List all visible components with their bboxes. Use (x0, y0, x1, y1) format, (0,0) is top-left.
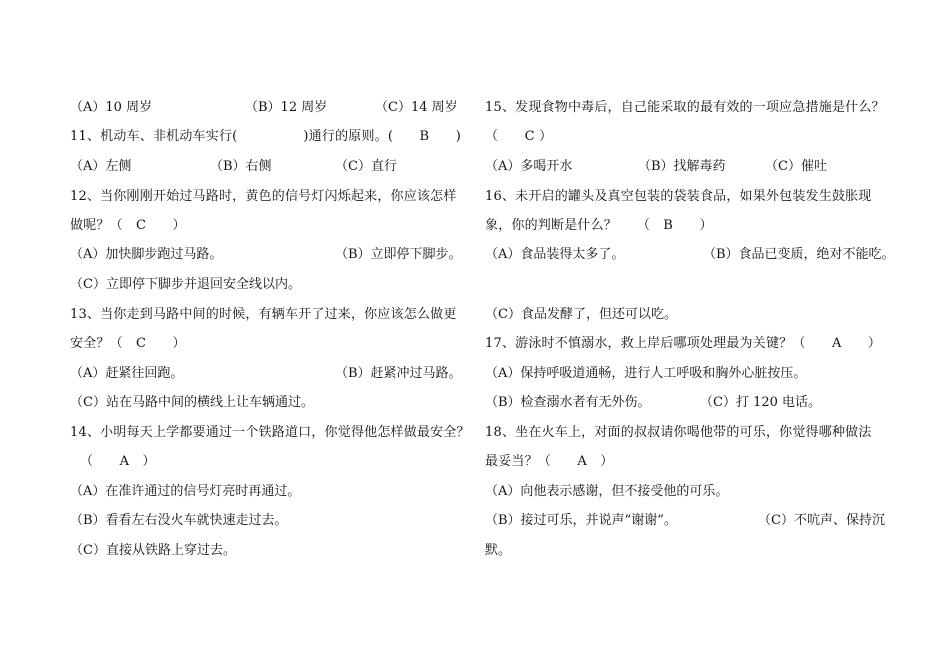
q18-stem-line1: 18、坐在火车上，对面的叔叔请你喝他带的可乐，你觉得哪种做法 (485, 425, 872, 440)
q14-stem-line1: 14、小明每天上学都要通过一个铁路道口，你觉得他怎样做最安全？ (70, 425, 470, 440)
q12-stem-line1: 12、当你刚刚开始过马路时，黄色的信号灯闪烁起来，你应该怎样 (70, 189, 457, 204)
q17-option-c: （C）打 120 电话。 (700, 395, 822, 410)
q17-option-a: （A）保持呼吸道通畅，进行人工呼吸和胸外心脏按压。 (485, 366, 807, 381)
q12-option-c: （C）立即停下脚步并退回安全线以内。 (70, 277, 301, 292)
q16-option-b: （B）食品已变质，绝对不能吃。 (703, 247, 895, 262)
q10-option-c: （C）14 周岁 (375, 100, 458, 115)
q15-stem-line1: 15、发现食物中毒后，自己能采取的最有效的一项应急措施是什么？ (485, 100, 885, 115)
q17-option-b: （B）检查溺水者有无外伤。 (485, 395, 651, 410)
q17-stem: 17、游泳时不慎溺水，救上岸后哪项处理最为关键？（ A ） (485, 336, 882, 351)
q14-option-c: （C）直接从铁路上穿过去。 (70, 543, 236, 558)
q12-stem-line2: 做呢？（ C ） (70, 218, 186, 233)
q16-option-c: （C）食品发酵了，但还可以吃。 (485, 307, 677, 322)
q11-option-c: （C）直行 (335, 159, 397, 174)
q15-option-b: （B）找解毒药 (638, 159, 726, 174)
q10-option-b: （B）12 周岁 (245, 100, 328, 115)
q16-option-a: （A）食品装得太多了。 (485, 247, 625, 262)
q14-option-a: （A）在准许通过的信号灯亮时再通过。 (70, 484, 301, 499)
q18-option-c: （C）不吭声、保持沉 (758, 513, 885, 528)
q10-option-a: （A）10 周岁 (70, 100, 153, 115)
q14-stem-line2: （ A ） (80, 454, 156, 469)
q15-option-a: （A）多喝开水 (485, 159, 573, 174)
q11-option-b: （B）右侧 (210, 159, 272, 174)
q12-option-b: （B）立即停下脚步。 (335, 247, 462, 262)
q15-option-c: （C）催吐 (765, 159, 827, 174)
q13-option-c: （C）站在马路中间的横线上让车辆通过。 (70, 395, 314, 410)
q13-option-b: （B）赶紧冲过马路。 (335, 366, 462, 381)
q18-option-a: （A）向他表示感谢，但不接受他的可乐。 (485, 484, 729, 499)
q14-option-b: （B）看看左右没火车就快速走过去。 (70, 513, 288, 528)
q18-option-b: （B）接过可乐，并说声“谢谢”。 (485, 513, 677, 528)
q18-option-c-continued: 默。 (485, 543, 512, 558)
q16-stem-line1: 16、未开启的罐头及真空包装的袋装食品，如果外包装发生鼓胀现 (485, 189, 872, 204)
q12-option-a: （A）加快脚步跑过马路。 (70, 247, 223, 262)
q15-stem-line2: （ C ） (485, 129, 553, 144)
q11-stem: 11、机动车、非机动车实行( )通行的原则。( B ) (70, 129, 461, 144)
q11-option-a: （A）左侧 (70, 159, 132, 174)
q16-stem-line2: 象，你的判断是什么？ （ B ） (485, 218, 713, 233)
q18-stem-line2: 最妥当？（ A ） (485, 454, 614, 469)
q13-stem-line1: 13、当你走到马路中间的时候，有辆车开了过来，你应该怎么做更 (70, 307, 457, 322)
q13-option-a: （A）赶紧往回跑。 (70, 366, 184, 381)
q13-stem-line2: 安全？（ C ） (70, 336, 186, 351)
